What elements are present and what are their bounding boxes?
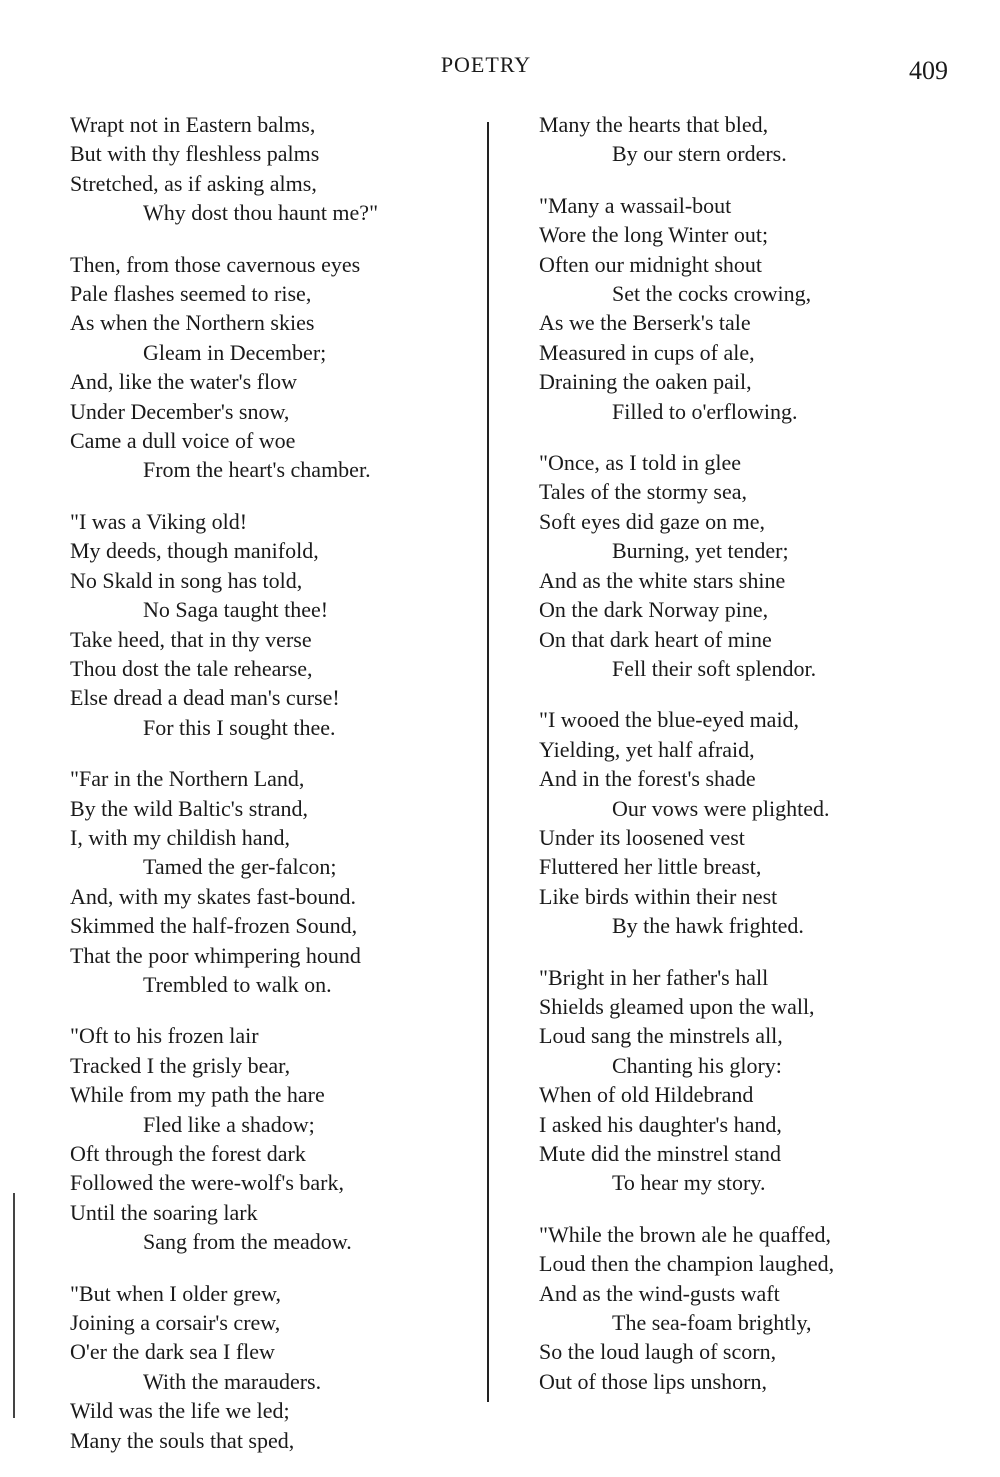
verse-line: For this I sought thee. [143, 714, 336, 740]
verse-line: No Skald in song has told, [70, 567, 303, 593]
verse-line: Fell their soft splendor. [612, 655, 817, 681]
verse-line: That the poor whimpering hound [70, 942, 361, 968]
verse-line: Wrapt not in Eastern balms, [70, 112, 316, 137]
verse-line: Our vows were plighted. [612, 795, 830, 821]
stanza [70, 507, 470, 742]
verse-line: "While the brown ale he quaffed, [539, 1221, 832, 1247]
verse-line: But with thy fleshless palms [70, 141, 320, 167]
verse-line: No Saga taught thee! [143, 597, 329, 623]
stanza [539, 705, 959, 940]
verse-line: Gleam in December; [143, 339, 327, 365]
verse-line: "I wooed the blue-eyed maid, [539, 707, 800, 733]
stanza [70, 250, 470, 485]
verse-line: "Many a wassail-bout [539, 192, 732, 218]
verse-line: "Bright in her father's hall [539, 964, 769, 990]
verse-line: Take heed, that in thy verse [70, 626, 312, 652]
verse-line: My deeds, though manifold, [70, 538, 319, 564]
verse-line: "Once, as I told in glee [539, 450, 742, 476]
poem-column-right [539, 110, 959, 1418]
verse-line: Many the souls that sped, [70, 1427, 295, 1453]
verse-line: To hear my story. [612, 1170, 766, 1196]
verse-line: "Far in the Northern Land, [70, 766, 305, 792]
verse-line: So the loud laugh of scorn, [539, 1339, 777, 1365]
stanza [539, 448, 959, 683]
verse-line: Tales of the stormy sea, [539, 479, 748, 505]
verse-line: Draining the oaken pail, [539, 369, 752, 395]
verse-line: "Oft to his frozen lair [70, 1023, 259, 1049]
verse-line: "I was a Viking old! [70, 508, 248, 534]
verse-line: Trembled to walk on. [143, 971, 332, 997]
verse-line: Often our midnight shout [539, 251, 763, 277]
verse-line: Shields gleamed upon the wall, [539, 993, 815, 1019]
verse-line: Under its loosened vest [539, 824, 745, 850]
verse-line: Loud sang the minstrels all, [539, 1023, 783, 1049]
verse-line: On that dark heart of mine [539, 626, 772, 652]
verse-line: Tracked I the grisly bear, [70, 1052, 291, 1078]
stanza [539, 1220, 959, 1396]
stanza [70, 764, 470, 999]
verse-line: I asked his daughter's hand, [539, 1111, 782, 1137]
verse-line: I, with my childish hand, [70, 824, 290, 850]
verse-line: By the hawk frighted. [612, 913, 804, 939]
verse-line: Oft through the forest dark [70, 1141, 306, 1166]
verse-line: By the wild Baltic's strand, [70, 795, 308, 821]
verse-line: Mute did the minstrel stand [539, 1141, 781, 1166]
verse-line: While from my path the hare [70, 1082, 325, 1108]
verse-line: Else dread a dead man's curse! [70, 685, 340, 711]
verse-line: Loud then the champion laughed, [539, 1251, 835, 1277]
verse-line: Pale flashes seemed to rise, [70, 281, 312, 307]
verse-line: The sea-foam brightly, [612, 1310, 812, 1336]
verse-line: Fled like a shadow; [143, 1111, 315, 1137]
verse-line: Soft eyes did gaze on me, [539, 508, 766, 534]
column-divider [487, 122, 489, 1402]
verse-line: Wore the long Winter out; [539, 222, 769, 248]
verse-line: Measured in cups of ale, [539, 339, 755, 365]
verse-line: Wild was the life we led; [70, 1398, 290, 1424]
verse-line: Set the cocks crowing, [612, 281, 812, 307]
verse-line: Many the hearts that bled, [539, 112, 769, 137]
verse-line: Stretched, as if asking alms, [70, 170, 317, 196]
verse-line: And, with my skates fast-bound. [70, 883, 356, 909]
page-number: 409 [909, 56, 948, 85]
verse-line: Joining a corsair's crew, [70, 1310, 281, 1336]
verse-line: On the dark Norway pine, [539, 597, 769, 623]
verse-line: Came a dull voice of woe [70, 428, 296, 454]
verse-line: Chanting his glory: [612, 1052, 782, 1078]
verse-line: Fluttered her little breast, [539, 854, 762, 880]
verse-line: With the marauders. [143, 1368, 322, 1394]
verse-line: Until the soaring lark [70, 1199, 258, 1225]
verse-line: And, like the water's flow [70, 369, 297, 395]
margin-rule [13, 1193, 15, 1418]
verse-line: And as the white stars shine [539, 567, 786, 593]
verse-line: And as the wind-gusts waft [539, 1280, 780, 1306]
verse-line: Why dost thou haunt me?" [143, 200, 379, 226]
verse-line: Burning, yet tender; [612, 538, 789, 564]
verse-line: Thou dost the tale rehearse, [70, 655, 313, 681]
verse-line: As we the Berserk's tale [539, 310, 751, 336]
stanza [70, 1279, 470, 1455]
verse-line: O'er the dark sea I flew [70, 1339, 275, 1365]
verse-line: When of old Hildebrand [539, 1082, 754, 1108]
verse-line: Followed the were-wolf's bark, [70, 1170, 345, 1196]
verse-line: Filled to o'erflowing. [612, 398, 798, 424]
stanza [539, 963, 959, 1198]
poem-column-left [70, 110, 470, 1477]
stanza [539, 191, 959, 426]
verse-line: Like birds within their nest [539, 883, 778, 909]
verse-line: By our stern orders. [612, 141, 787, 167]
stanza [70, 110, 470, 228]
verse-line: Out of those lips unshorn, [539, 1368, 767, 1394]
verse-line: Then, from those cavernous eyes [70, 251, 361, 277]
verse-line: Tamed the ger-falcon; [143, 854, 337, 880]
verse-line: Under December's snow, [70, 398, 290, 424]
verse-line: From the heart's chamber. [143, 457, 371, 483]
verse-line: "But when I older grew, [70, 1280, 281, 1306]
stanza [539, 110, 959, 169]
verse-line: Yielding, yet half afraid, [539, 736, 755, 762]
verse-line: Skimmed the half-frozen Sound, [70, 913, 358, 939]
verse-line: Sang from the meadow. [143, 1229, 352, 1255]
running-header: POETRY [440, 52, 532, 77]
verse-line: And in the forest's shade [539, 766, 756, 792]
verse-line: As when the Northern skies [70, 310, 315, 336]
stanza [70, 1021, 470, 1256]
